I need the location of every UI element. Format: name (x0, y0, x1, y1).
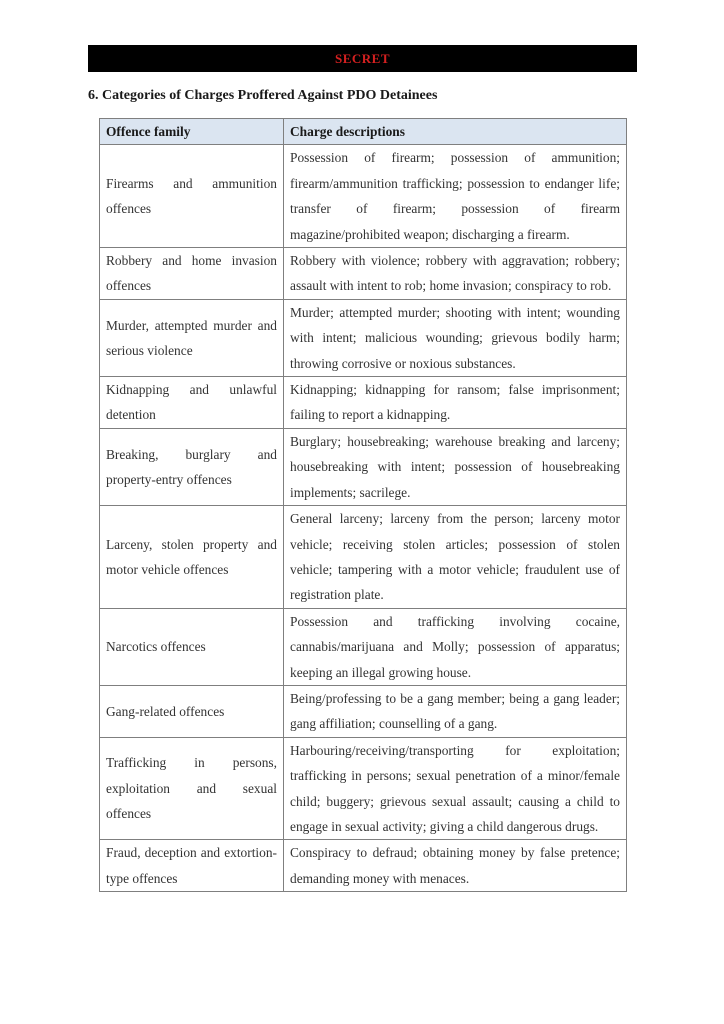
table-row (100, 377, 627, 429)
charge-descriptions-cell: Robbery with violence; robbery with aggravation; robbery; assault with intent to rob; home invasion; conspiracy to rob. (284, 248, 627, 300)
offence-family-cell: Fraud, deception and extortion-type offences (100, 840, 284, 892)
section-title: 6. Categories of Charges Proffered Against PDO Detainees (88, 88, 438, 103)
classification-banner (88, 45, 637, 72)
charge-descriptions-cell: Harbouring/receiving/transporting for exploitation; trafficking in persons; sexual penetration of a minor/female child; buggery; grievous sexual assault; causing a child to engage in sexual activity; giving a child dangerous drugs. (284, 737, 627, 840)
charges-table (99, 118, 627, 892)
charge-descriptions-cell: Burglary; housebreaking; warehouse breaking and larceny; housebreaking with intent; possession of housebreaking implements; sacrilege. (284, 428, 627, 505)
table-row (100, 299, 627, 376)
table-row (100, 608, 627, 685)
offence-family-cell: Gang-related offences (100, 685, 284, 737)
charge-descriptions-cell: Possession of firearm; possession of ammunition; firearm/ammunition trafficking; possession to endanger life; transfer of firearm; possession of firearm magazine/prohibited weapon; discharging a firearm. (284, 145, 627, 248)
table-row (100, 685, 627, 737)
offence-family-cell: Trafficking in persons, exploitation and sexual offences (100, 737, 284, 840)
table-row (100, 737, 627, 840)
offence-family-cell: Narcotics offences (100, 608, 284, 685)
charge-descriptions-cell: General larceny; larceny from the person; larceny motor vehicle; receiving stolen articles; possession of stolen vehicle; tampering with a motor vehicle; fraudulent use of registration plate. (284, 506, 627, 609)
offence-family-cell: Firearms and ammunition offences (100, 145, 284, 248)
table-row (100, 840, 627, 892)
column-header-charge-descriptions: Charge descriptions (284, 119, 627, 145)
charge-descriptions-cell: Murder; attempted murder; shooting with intent; wounding with intent; malicious wounding; grievous bodily harm; throwing corrosive or noxious substances. (284, 299, 627, 376)
offence-family-cell: Murder, attempted murder and serious violence (100, 299, 284, 376)
table-row (100, 145, 627, 248)
table-row (100, 506, 627, 609)
offence-family-cell: Kidnapping and unlawful detention (100, 377, 284, 429)
offence-family-cell: Robbery and home invasion offences (100, 248, 284, 300)
table-header-row (100, 119, 627, 145)
table-row (100, 248, 627, 300)
charge-descriptions-cell: Kidnapping; kidnapping for ransom; false imprisonment; failing to report a kidnapping. (284, 377, 627, 429)
charge-descriptions-cell: Being/professing to be a gang member; being a gang leader; gang affiliation; counselling of a gang. (284, 685, 627, 737)
charge-descriptions-cell: Possession and trafficking involving cocaine, cannabis/marijuana and Molly; possession of apparatus; keeping an illegal growing house. (284, 608, 627, 685)
classification-label: SECRET (334, 51, 391, 66)
column-header-offence-family: Offence family (100, 119, 284, 145)
charge-descriptions-cell: Conspiracy to defraud; obtaining money by false pretence; demanding money with menaces. (284, 840, 627, 892)
table-row (100, 428, 627, 505)
offence-family-cell: Breaking, burglary and property-entry offences (100, 428, 284, 505)
offence-family-cell: Larceny, stolen property and motor vehicle offences (100, 506, 284, 609)
